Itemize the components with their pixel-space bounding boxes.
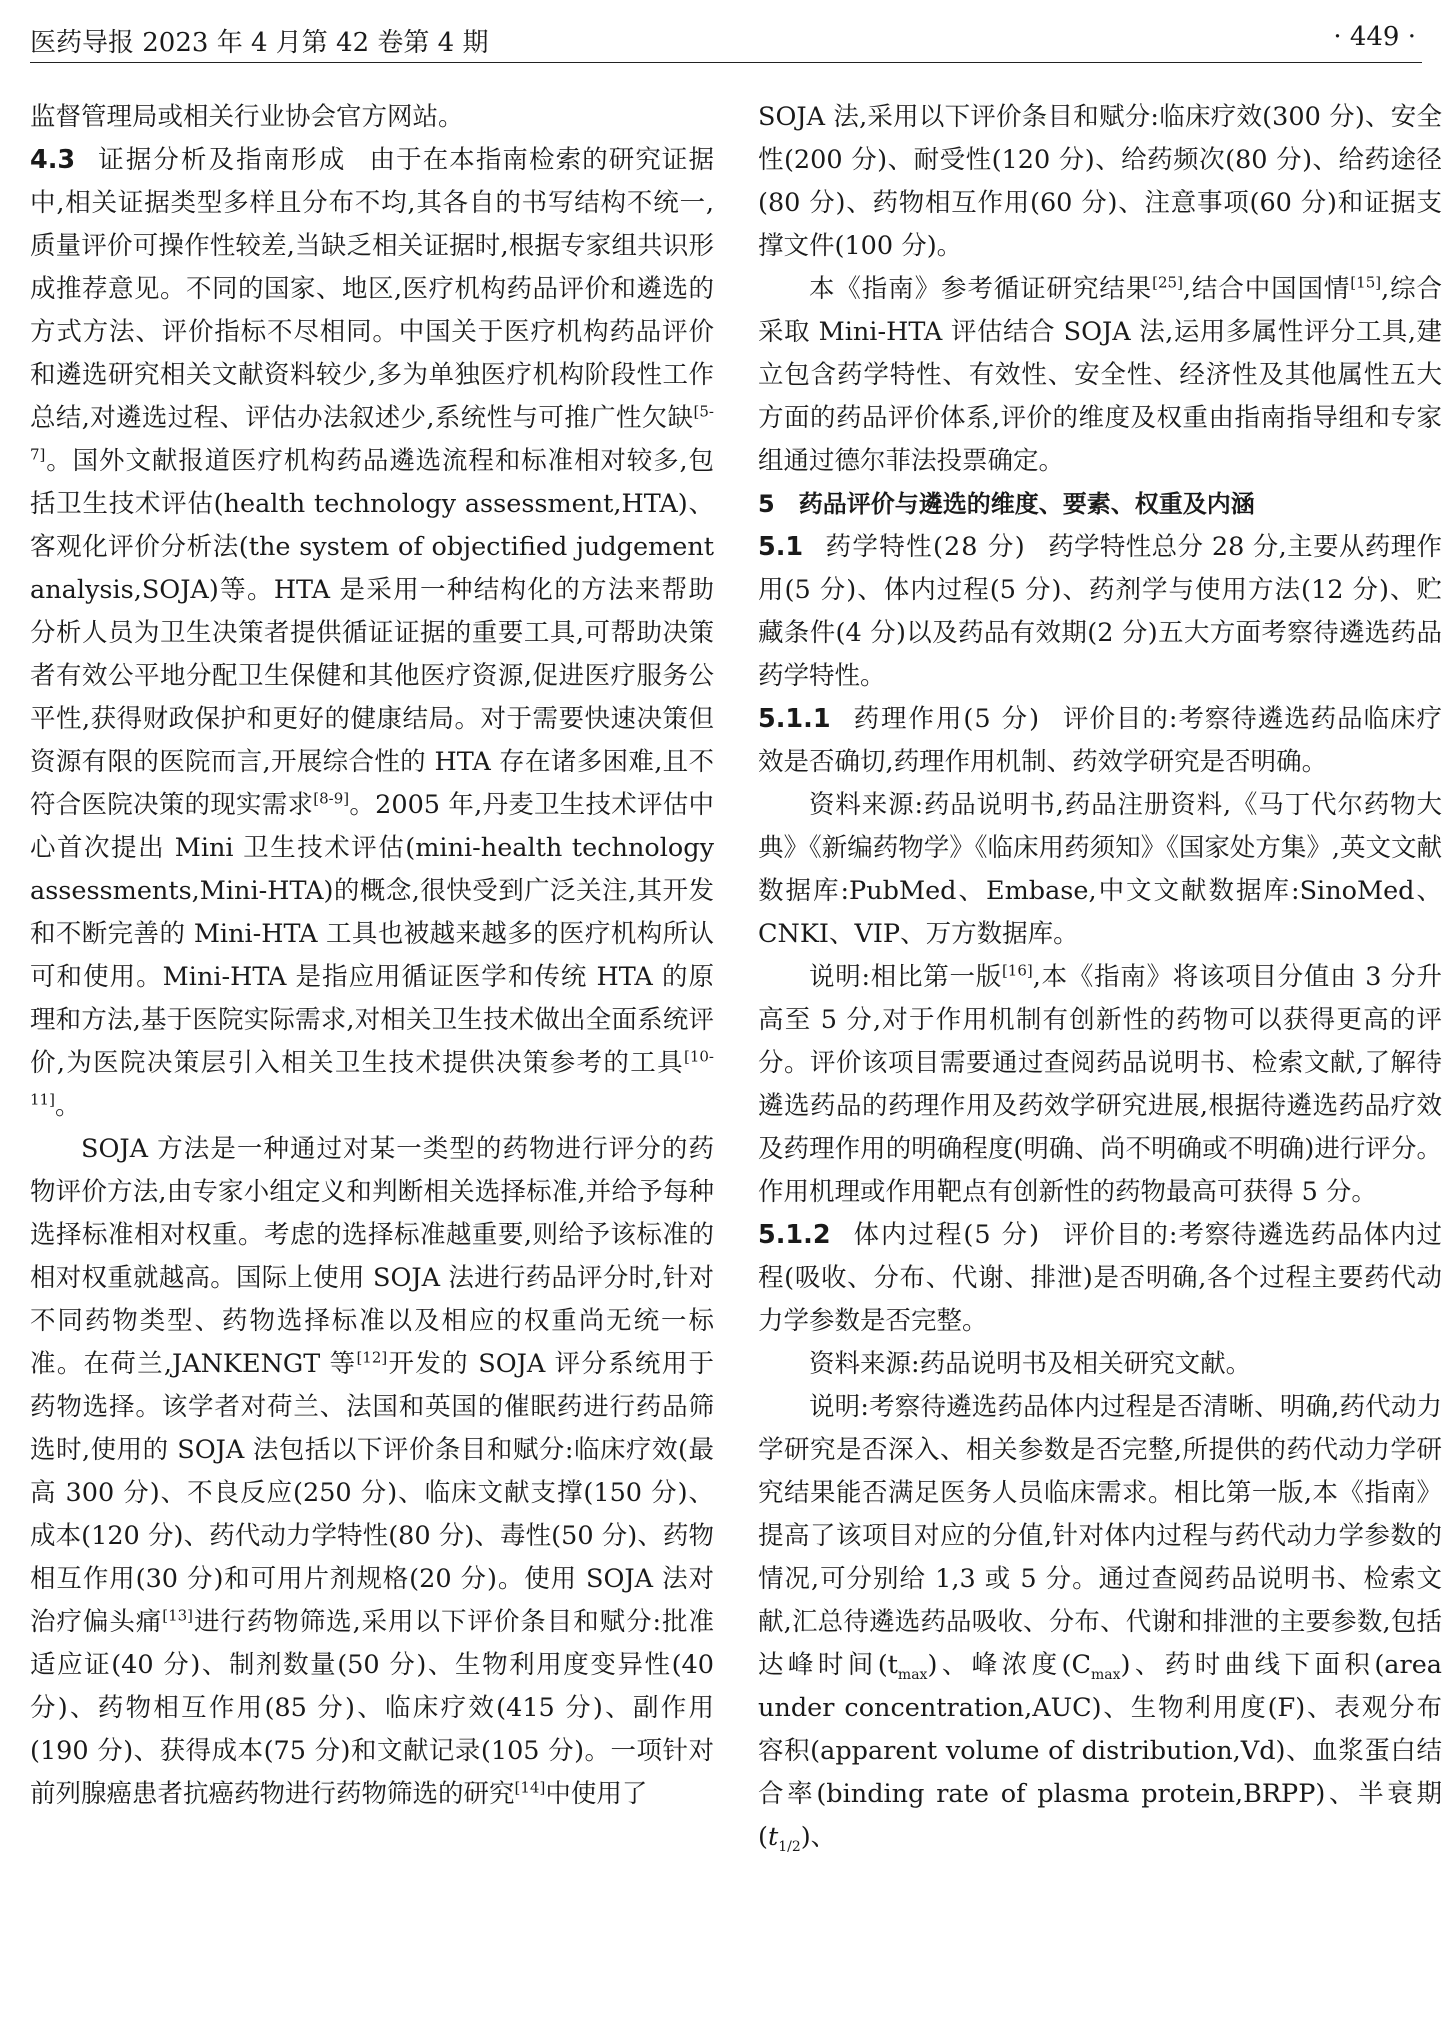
section-5-heading: 5 药品评价与遴选的维度、要素、权重及内涵 (758, 490, 1255, 518)
citation: [15] (1350, 273, 1382, 292)
paragraph: 资料来源:药品说明书及相关研究文献。 (809, 1349, 1252, 1379)
section-5-1: 5.1 药学特性(28 分) 药学特性总分 28 分,主要从药理作用(5 分)、体内过程(5 分)、药剂学与使用方法(12 分)、贮藏条件(4 分)以及药品有效期(2 分)五大方面考察待遴选药品药学特性。 (758, 532, 1442, 691)
running-header (30, 22, 1422, 63)
citation: [14] (514, 1778, 546, 1797)
paragraph: 监督管理局或相关行业协会官方网站。 (30, 102, 464, 132)
section-title: 药理作用(5 分) (852, 704, 1041, 734)
citation: [13] (162, 1606, 194, 1625)
left-column (30, 96, 714, 1816)
paragraph: 说明:考察待遴选药品体内过程是否清晰、明确,药代动力学研究是否深入、相关参数是否完整,所提供的药代动力学研究结果能否满足医务人员临床需求。相比第一版,本《指南》提高了该项目对应的分值,针对体内过程与药代动力学参数的情况,可分别给 1,3 或 5 分。通过查阅药品说明书、检索文献,汇总待遴选药品吸收、分布、代谢和排泄的主要参数,包括达峰时间$(t_{max})$、峰浓度$(C_{max})$、药时曲线下面积(area under concentration,AUC)、生物利用度(F)、表观分布容积(apparent volume of distribution,Vd)、血浆蛋白结合率(binding rate of plasma protein,BRPP)、半衰期$(t_{1/2})$、 (758, 1392, 1442, 1856)
right-column (758, 96, 1442, 1859)
paragraph: 资料来源:药品说明书,药品注册资料,《马丁代尔药物大典》《新编药物学》《临床用药须知》《国家处方集》,英文文献数据库:PubMed、Embase,中文文献数据库:SinoMed、CNKI、VIP、万方数据库。 (758, 790, 1442, 949)
citation: [10-11] (30, 1047, 714, 1109)
journal-title: 医药导报 2023 年 4 月第 42 卷第 4 期 (30, 28, 489, 58)
citation: [16] (1001, 961, 1033, 980)
paragraph: SOJA 法,采用以下评价条目和赋分:临床疗效(300 分)、安全性(200 分)、耐受性(120 分)、给药频次(80 分)、给药途径(80 分)、药物相互作用(60 分)、注意事项(60 分)和证据支撑文件(100 分)。 (758, 102, 1442, 261)
section-4-3: 4.3 证据分析及指南形成 由于在本指南检索的研究证据中,相关证据类型多样且分布不均,其各自的书写结构不统一,质量评价可操作性较差,当缺乏相关证据时,根据专家组共识形成推荐意见。不同的国家、地区,医疗机构药品评价和遴选的方式方法、评价指标不尽相同。中国关于医疗机构药品评价和遴选研究相关文献资料较少,多为单独医疗机构阶段性工作总结,对遴选过程、评估办法叙述少,系统性与可推广性欠缺[5-7]。国外文献报道医疗机构药品遴选流程和标准相对较多,包括卫生技术评估(health technology assessment,HTA)、客观化评价分析法(the system of objectified judgement analysis,SOJA)等。HTA 是采用一种结构化的方法来帮助分析人员为卫生决策者提供循证证据的重要工具,可帮助决策者有效公平地分配卫生保健和其他医疗资源,促进医疗服务公平性,获得财政保护和更好的健康结局。对于需要快速决策但资源有限的医院而言,开展综合性的 HTA 存在诸多困难,且不符合医院决策的现实需求[8-9]。2005 年,丹麦卫生技术评估中心首次提出 Mini 卫生技术评估(mini-health technology assessments,Mini-HTA)的概念,很快受到广泛关注,其开发和不断完善的 Mini-HTA 工具也被越来越多的医疗机构所认可和使用。Mini-HTA 是指应用循证医学和传统 HTA 的原理和方法,基于医院实际需求,对相关卫生技术做出全面系统评价,为医院决策层引入相关卫生技术提供决策参考的工具[10-11]。 (30, 145, 714, 1121)
section-number: 5.1.1 (758, 704, 831, 734)
paragraph: 说明:相比第一版[16],本《指南》将该项目分值由 3 分升高至 5 分,对于作用机制有创新性的药物可以获得更高的评分。评价该项目需要通过查阅药品说明书、检索文献,了解待遴选药品的药理作用及药效学研究进展,根据待遴选药品疗效及药理作用的明确程度(明确、尚不明确或不明确)进行评分。作用机理或作用靶点有创新性的药物最高可获得 5 分。 (758, 961, 1443, 1207)
paragraph: 本《指南》参考循证研究结果[25],结合中国国情[15],综合采取 Mini-HTA 评估结合 SOJA 法,运用多属性评分工具,建立包含药学特性、有效性、安全性、经济性及其他属性五大方面的药品评价体系,评价的维度及权重由指南指导组和专家组通过德尔菲法投票确定。 (758, 273, 1442, 476)
citation: [8-9] (313, 789, 350, 808)
section-title: 证据分析及指南形成 (97, 145, 347, 175)
paragraph: SOJA 方法是一种通过对某一类型的药物进行评分的药物评价方法,由专家小组定义和判断相关选择标准,并给予每种选择标准相对权重。考虑的选择标准越重要,则给予该标准的相对权重就越高。国际上使用 SOJA 法进行药品评分时,针对不同药物类型、药物选择标准以及相应的权重尚无统一标准。在荷兰,JANKENGT 等[12]开发的 SOJA 评分系统用于药物选择。该学者对荷兰、法国和英国的催眠药进行药品筛选时,使用的 SOJA 法包括以下评价条目和赋分:临床疗效(最高 300 分)、不良反应(250 分)、临床文献支撑(150 分)、成本(120 分)、药代动力学特性(80 分)、毒性(50 分)、药物相互作用(30 分)和可用片剂规格(20 分)。使用 SOJA 法对治疗偏头痛[13]进行药物筛选,采用以下评价条目和赋分:批准适应证(40 分)、制剂数量(50 分)、生物利用度变异性(40 分)、药物相互作用(85 分)、临床疗效(415 分)、副作用(190 分)、获得成本(75 分)和文献记录(105 分)。一项针对前列腺癌患者抗癌药物进行药物筛选的研究[14]中使用了 (30, 1134, 714, 1809)
section-title: 药学特性(28 分) (825, 532, 1026, 562)
section-number: 5.1.2 (758, 1220, 831, 1250)
section-5-1-2: 5.1.2 体内过程(5 分) 评价目的:考察待遴选药品体内过程(吸收、分布、代谢、排泄)是否明确,各个过程主要药代动力学参数是否完整。 (758, 1220, 1442, 1336)
section-title: 体内过程(5 分) (852, 1220, 1041, 1250)
citation: [5-7] (30, 402, 714, 464)
page-number: · 449 · (1333, 22, 1416, 52)
citation: [25] (1152, 273, 1183, 292)
section-number: 5.1 (758, 532, 804, 562)
section-5-1-1: 5.1.1 药理作用(5 分) 评价目的:考察待遴选药品临床疗效是否确切,药理作用机制、药效学研究是否明确。 (758, 704, 1442, 777)
citation: [12] (356, 1348, 388, 1367)
section-number: 4.3 (30, 145, 76, 175)
